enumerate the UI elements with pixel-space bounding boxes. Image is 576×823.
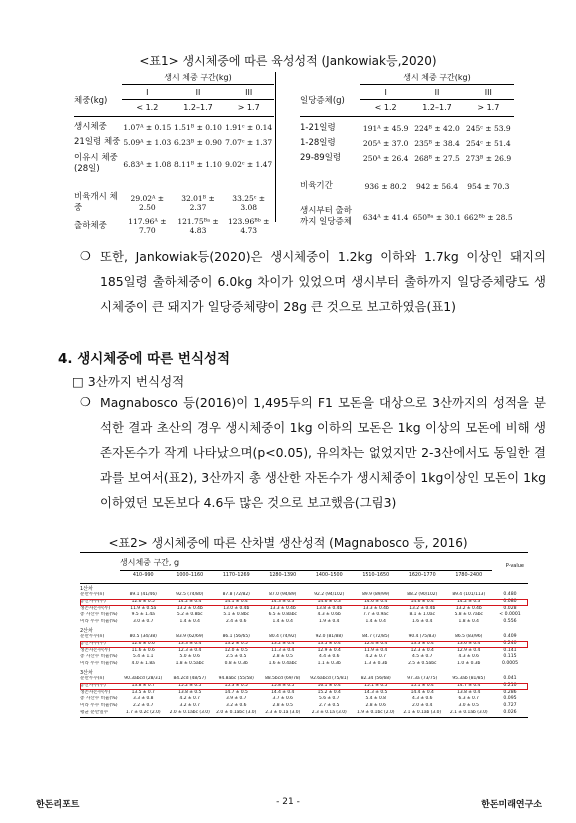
table2-cell: 3.7 ± 0.6 (272, 696, 293, 702)
table1-cell: 662ᴮᵇ ± 28.5 (464, 212, 513, 222)
table2-cell: 13.8 ± 0.4 (457, 689, 481, 695)
table2-cell: 1.6 ± 0.4 (412, 619, 433, 625)
footer-page-number: - 21 - (276, 797, 300, 807)
table2-cell: 97.3a (73/75) (407, 675, 438, 681)
table2-cell: 3.2 ± 0.6 (226, 703, 247, 709)
table2-header: 생시체중 구간, g (120, 558, 180, 567)
table2-cell: 4.5 ± 0.7 (412, 654, 433, 660)
table2-cell: 14.4 ± 0.4 (410, 689, 434, 695)
table1-cell: 224ᴮ ± 42.0 (414, 124, 460, 133)
table2-cell: 2.1 ± 0.1ab (3.0) (449, 709, 488, 715)
table1-cell: 32.01ᴮ ± 2.37 (181, 194, 215, 212)
table1-right-row (300, 123, 514, 134)
table1-cell: 936 ± 80.2 (364, 182, 407, 191)
table2-cell: 2.7 ± 0.5 (319, 703, 340, 709)
table2-cell: 1.8 ± 0.4 (458, 619, 479, 625)
table1-left-row (74, 192, 274, 214)
table1-cell: 123.96ᴮᵇ ± 4.73 (227, 217, 270, 235)
table1-right-groups (360, 88, 514, 97)
table2-cell: 14.1 ± 0.4 (224, 598, 248, 604)
table2-cell: 83.9 (62/69) (176, 633, 204, 639)
table2-cell: 14.4 ± 0.4 (271, 689, 295, 695)
table1-cell: 254ᶜ ± 51.4 (465, 139, 511, 148)
table2-block (80, 584, 528, 626)
table1-right-range: 1.2–1.7 (422, 103, 452, 112)
table2-cell: 12.3 ± 0.4 (178, 647, 202, 653)
table1-left-group: III (245, 88, 253, 97)
table2-cell: 12.6 ± 0.6 (131, 640, 155, 646)
table2-cell: 86.1 (56/65) (222, 633, 250, 639)
table1-right-row (300, 206, 514, 228)
table2-cell: 4.2 ± 0.7 (365, 654, 386, 660)
table2-row (80, 606, 528, 613)
table1-right-range: > 1.7 (477, 103, 500, 112)
table2-cell: 13.8 ± 0.4b (316, 605, 343, 611)
table2-cell: 9.5 ± 1.4a (131, 612, 155, 618)
table1-left-row (74, 153, 274, 175)
table2-range: 1280–1390 (269, 573, 297, 578)
table2 (80, 552, 528, 718)
table2-cell: 2.8 ± 0.6 (365, 703, 386, 709)
table1-row-label: 1-28일령 (300, 138, 336, 148)
table2-cell: 95.3ab (81/85) (452, 675, 486, 681)
table2-cell: 87.0 (94/89) (269, 592, 297, 597)
table2-cell: 14.3 ± 0.3 (271, 598, 295, 604)
table2-row-label: 총 사산수 비율(%) (80, 696, 118, 702)
table2-row (80, 654, 528, 661)
table1-cell: 1.07ᴬ ± 0.15 (123, 123, 172, 132)
table1-left-row (74, 217, 274, 235)
table2-cell: 0.8 ± 0.3b (224, 661, 248, 667)
table2-row (80, 634, 528, 641)
table1-right-range: < 1.2 (374, 103, 397, 112)
table1-cell: 29.02ᴬ ± 2.50 (130, 194, 165, 212)
table2-cell: 11.9 ± 0.4 (364, 647, 388, 653)
table2-cell: 2.0 ± 0.4 (412, 703, 433, 709)
table2-cell: 89.4 (101/113) (452, 592, 486, 597)
table2-cell: 11.3 ± 0.4 (271, 647, 295, 653)
table2-cell: 89.1 (41/46) (129, 592, 157, 597)
table1-cell: 6.23ᴮ ± 0.90 (174, 138, 222, 147)
table2-block-title: 1산차 (80, 586, 93, 592)
table2-row-label: 총 사산수 비율(%) (80, 612, 118, 618)
table2-cell: 13.2 ± 0.4 (271, 640, 295, 646)
table2-cell: 92.2 (94/102) (314, 592, 345, 597)
table2-cell: 89.9 (89/99) (362, 592, 390, 597)
table2-cell: 1.7 ± 0.2c (2.0) (125, 709, 161, 715)
table2-cell: 5.8 ± 0.7abc (454, 612, 483, 618)
table2-cell: 4.3 ± 0.6 (458, 654, 479, 660)
table1-cell: 6.83ᴬ ± 1.08 (123, 159, 172, 169)
table1-caption: <표1> 생시체중에 따른 육성성적 (Jankowiak등,2020) (139, 54, 437, 68)
table1-left-corner: 체중(kg) (74, 96, 108, 106)
table2-row (80, 683, 528, 690)
table1-cell: 250ᴬ ± 26.4 (362, 154, 409, 163)
table2-cell: 14.6 ± 0.4 (364, 598, 388, 604)
table2-cell: 2.4 ± 0.6 (226, 619, 247, 625)
subsection-heading: □ 3산까지 번식성적 (72, 374, 185, 389)
table2-cell: 88.2 (90/102) (407, 592, 438, 597)
table1-left-range: > 1.7 (237, 103, 260, 112)
table2-cell: 13.3 ± 0.4 (410, 640, 434, 646)
table2-pvalue: 0.0005 (501, 661, 519, 667)
table2-range: 1510–1650 (362, 573, 390, 578)
table2-cell: 13.3 ± 0.4b (269, 605, 296, 611)
table1-cell: 954 ± 70.3 (467, 182, 510, 191)
table2-block (80, 668, 528, 717)
table1-cell: 121.75ᴮᵃ ± 4.83 (177, 217, 219, 235)
table2-cell: 1.9 ± 0.4 (319, 619, 340, 625)
table2-row (80, 641, 528, 648)
table1-cell: 1.91ᶜ ± 0.14 (225, 123, 273, 132)
paragraph-2 (80, 390, 546, 515)
table1-row-label: 이유시 체중 (28일) (74, 153, 118, 174)
table2-pvalue-header: P-value (505, 563, 524, 569)
table1-cell: 5.09ᴬ ± 1.03 (123, 138, 172, 147)
table2-row-label: 분만두수(n) (80, 633, 105, 639)
table1-left-groups (122, 88, 274, 97)
table2-pvalue: 0.095 (503, 696, 517, 702)
table2-cell: 13.0 ± 0.4b (223, 605, 250, 611)
table1-cell: 191ᴬ ± 45.9 (362, 124, 409, 133)
table2-cell: 15.8 ± 0.5 (271, 682, 295, 688)
table2-cell: 14.6 ± 0.4 (410, 598, 434, 604)
table2-pvalue: 0.240 (503, 640, 517, 646)
table2-block (80, 626, 528, 668)
table2-pvalue: 0.141 (503, 647, 517, 653)
paragraph-2-text: Magnabosco 등(2016)이 1,495두의 F1 모돈을 대상으로 3산까지의 성적을 분석한 결과 초산의 경우 생시체중이 1kg 이하의 모돈은 1kg 이상의 모돈에 비해 생존자돈수가 작게 나타났으며(p<0.05), 유의차는 없었지만 2-3산에서도 동일한 결과를 보여서(표2), 3산까지 총 생산한 자돈수가 생시체중이 1kg이상인 모돈이 1kg이하였던 모돈보다 4.6두 많은 것으로 보고했음(그림3) (100, 395, 546, 510)
table1-cell: 245ᶜ ± 53.9 (465, 124, 511, 133)
table2-cell: 12.3 ± 0.4 (410, 647, 434, 653)
table1-row-label: 21일령 체중 (74, 137, 121, 147)
table2-row-label: 생존자돈수(두) (80, 689, 111, 695)
table1-row-label: 출하체중 (74, 220, 107, 231)
table2-cell: 5.2 ± 0.8bc (176, 612, 203, 618)
table2-cell: 15.1 ± 0.5 (364, 682, 388, 688)
table2-pvalue: 0.080 (503, 598, 517, 604)
table2-cell: 15.2 ± 0.4 (317, 689, 341, 695)
table1-right-group-header: 생시 체중 구간(kg) (403, 73, 471, 82)
table2-cell: 5.6 ± 0.7 (319, 696, 340, 702)
table2-cell: 5.4 ± 1.1 (133, 654, 154, 660)
table2-row (80, 676, 528, 683)
paragraph-1-text: 또한, Jankowiak등(2020)은 생시체중이 1.2kg 이하와 1.7kg 이상인 돼지의 185일령 출하체중이 6.0kg 차이가 있었으며 생시부터 출하까지 일당증체량도 생시체중이 큰 돼지가 일당증체량이 28g 큰 것으로 보고하였음(표1) (100, 249, 546, 314)
table2-cell: 3.0 ± 0.5 (458, 703, 479, 709)
table1-left-range: < 1.2 (136, 103, 159, 112)
table2-cell: 1.0 ± 0.3b (457, 661, 481, 667)
table2-row-label: 총산자수(두) (80, 640, 106, 646)
table2-row-label: 미라 두수 비율(%) (80, 661, 118, 667)
table2-cell: 13.2 ± 0.4b (409, 605, 436, 611)
table2-cell: 13.3 ± 0.4 (178, 640, 202, 646)
table2-cell: 16.1 ± 0.4 (317, 682, 341, 688)
table2-cell: 1.9 ± 0.1bc (2.0) (357, 709, 395, 715)
table2-cell: 15.2 ± 0.5 (178, 682, 202, 688)
table2-cell: 2.5 ± 0.5abc (408, 661, 437, 667)
table2-cell: 2.0 ± 0.1abc (3.0) (216, 709, 257, 715)
table2-block-title: 3산차 (80, 669, 93, 676)
table2-cell: 5.4 ± 0.8 (365, 696, 386, 702)
table1-row-label: 1-21일령 (300, 123, 336, 133)
table2-row-label: 미라 두수 비율(%) (80, 703, 118, 709)
table2-pvalue: < 0.0001 (499, 612, 521, 618)
table2-cell: 4.3 ± 0.6b (317, 612, 341, 618)
table1-cell: 650ᴮᵃ ± 30.1 (412, 212, 462, 222)
table2-pvalue: 0.210 (503, 682, 517, 688)
table1-right-group: II (434, 88, 440, 97)
table2-cell: 5.1 ± 0.8bc (223, 612, 250, 618)
table2-cell: 15.3 ± 0.5 (224, 682, 248, 688)
table2-cell: 4.3 ± 0.6 (412, 696, 433, 702)
table2-cell: 7.7 ± 0.9ac (362, 612, 389, 618)
table2-row (80, 703, 528, 710)
table2-cell: 2.3 ± 0.1a (3.0) (265, 709, 301, 715)
table2-cell: 90.4 (75/83) (408, 633, 436, 639)
table2-cell: 3.3 ± 0.8 (133, 696, 154, 702)
table2-cell: 1.3 ± 0.3b (364, 661, 388, 667)
table1-cell: 1.51ᴮ ± 0.10 (174, 123, 222, 132)
table2-row-label: 분만두수(n) (80, 592, 105, 597)
table2-row (80, 696, 528, 703)
table2-cell: 84.2cd (48/57) (173, 675, 206, 681)
table2-cell: 92.0 (81/88) (315, 633, 343, 639)
table1-row-label: 생시부터 출하까지 일당증체 (300, 206, 352, 227)
table1-cell: 117.96ᴬ ± 7.70 (128, 217, 167, 235)
bullet-circle-icon: ❍ (80, 249, 91, 263)
table2-cell: 4.0 ± 1.8a (131, 661, 155, 667)
table1-cell: 9.02ᶜ ± 1.47 (225, 159, 273, 169)
table2-cell: 4.4 ± 0.6 (319, 654, 340, 660)
table2-cell: 12.9 ± 0.4 (317, 647, 341, 653)
table2-cell: 13.8 ± 0.5 (178, 689, 202, 695)
table1-left-group: II (195, 88, 201, 97)
table2-cell: 6.5 ± 0.8abc (268, 612, 297, 618)
table1-left-row (74, 137, 274, 148)
table2-cell: 14.2 ± 0.4 (178, 598, 202, 604)
table2-pvalue: 0.480 (503, 592, 517, 597)
table2-cell: 6.3 ± 0.7 (458, 696, 479, 702)
table1-cell: 235ᴮ ± 38.4 (414, 139, 460, 148)
table2-cell: 80.5 (34/38) (129, 633, 157, 639)
table1-right-group: III (484, 88, 492, 97)
table2-cell: 13.2 ± 0.5 (224, 640, 248, 646)
table2-pvalue: 0.727 (503, 703, 517, 709)
table2-cell: 90.3abcd (28/31) (124, 675, 163, 681)
table1-right-row (300, 138, 514, 149)
bullet-circle-icon: ❍ (80, 395, 91, 409)
table2-row (80, 661, 528, 668)
table2-row (80, 619, 528, 626)
table2-cell: 86.5 (83/96) (455, 633, 483, 639)
table2-block-title: 2산차 (80, 627, 93, 634)
table2-pvalue: 0.115 (503, 654, 517, 660)
table2-row-label: 평균 분만일수 (80, 709, 109, 715)
table1-cell: 634ᴬ ± 41.4 (362, 212, 409, 222)
table2-pvalue: 0.409 (503, 633, 517, 639)
table2-range: 1000–1160 (176, 573, 204, 578)
table2-cell: 4.2 ± 0.7 (179, 696, 200, 702)
table1-right-group: I (384, 88, 387, 97)
table2-range: 1620–1770 (408, 573, 436, 578)
table2-cell: 11.6 ± 0.6 (131, 647, 155, 653)
table1-cell: 273ᴮ ± 26.9 (465, 154, 512, 163)
table2-cell: 2.8 ± 0.5 (272, 654, 293, 660)
table2-row (80, 690, 528, 697)
table2-row (80, 599, 528, 606)
table2-cell: 2.5 ± 0.5 (226, 654, 247, 660)
table2-cell: 2.0 ± 0.1abc (3.0) (169, 709, 210, 715)
table2-pvalue: 0.041 (503, 675, 517, 681)
table2-row-label: 총산자수(두) (80, 598, 106, 604)
table1-cell: 7.07ᶜ ± 1.37 (225, 138, 273, 147)
footer-right: 한돈미래연구소 (481, 800, 542, 810)
table1-row-label: 29-89일령 (300, 153, 342, 163)
table2-blocks (80, 584, 528, 717)
table1-left-ranges (122, 103, 274, 112)
table2-cell: 12.4 ± 0.4 (364, 640, 388, 646)
table2-row (80, 592, 528, 599)
table2-range: 1170–1269 (222, 573, 250, 578)
table2-cell: 13.5 ± 0.7 (131, 689, 155, 695)
table2-cell: 11.9 ± 0.5a (130, 605, 157, 611)
table1-cell: 205ᴬ ± 37.0 (362, 139, 409, 148)
table2-cell: 3.9 ± 0.7 (226, 696, 247, 702)
table2-cell: 13.3 ± 0.4b (362, 605, 389, 611)
table2-cell: 12.6 ± 0.5 (131, 598, 155, 604)
table1-left-group-header: 생시 체중 구간(kg) (164, 73, 232, 82)
table2-cell: 13.2 ± 0.4b (455, 605, 482, 611)
table2-cell: 94.8abc (55/58) (218, 675, 254, 681)
table2-pvalue: 0.556 (503, 619, 517, 625)
table1-left-row (74, 122, 274, 133)
table2-cell: 1.4 ± 0.4 (179, 619, 200, 625)
table1-cell: 8.11ᴮ ± 1.10 (174, 159, 222, 169)
table2-row-label: 분만두수(n) (80, 675, 105, 681)
table2-cell: 13.5 ± 0.4 (317, 640, 341, 646)
table2-row-label: 생존자돈수(두) (80, 605, 111, 611)
table1-row-label: 비육개시 체중 (74, 192, 118, 213)
table2-cell: 5.0 ± 0.6 (179, 654, 200, 660)
table2-cell: 88.5bcd (69/78) (265, 675, 301, 681)
section-heading: 4. 생시체중에 따른 번식성적 (58, 351, 231, 367)
table2-cell: 1.6 ± 0.4abc (268, 661, 297, 667)
table2-range: 410–990 (132, 573, 154, 578)
table2-cell: 82.34 (56/68) (360, 675, 391, 681)
table2-cell: 92.5 (74/80) (176, 592, 204, 597)
paragraph-1 (80, 244, 546, 319)
table2-cell: 12.9 ± 0.4 (457, 647, 481, 653)
table2-pvalue: 0.286 (503, 689, 517, 695)
table2-cell: 14.7 ± 0.5 (224, 689, 248, 695)
table2-row (80, 710, 528, 717)
table2-cell: 15.1 ± 0.4 (410, 682, 434, 688)
table2-cell: 12.0 ± 0.5 (224, 647, 248, 653)
table2-ranges (120, 573, 492, 578)
table2-cell: 2.2 ± 0.7 (133, 703, 154, 709)
table2-cell: 1.8 ± 0.5abc (175, 661, 204, 667)
table2-cell: 87.8 (72/82) (222, 592, 250, 597)
table2-cell: 13.2 ± 0.4b (176, 605, 203, 611)
footer-left: 한돈리포트 (36, 800, 80, 810)
table2-row-label: 생존자돈수(두) (80, 647, 111, 653)
table2-cell: 14.6 ± 0.3 (317, 598, 341, 604)
table2-range: 1780–2400 (455, 573, 483, 578)
table2-cell: 2.3 ± 0.1a (3.0) (311, 709, 347, 715)
table1-cell: 33.25ᶜ ± 3.08 (232, 194, 266, 212)
table1-row-label: 비육기간 (300, 181, 333, 191)
table1-row-label: 생시체중 (74, 122, 107, 132)
table2-cell: 14.2 ± 0.3 (457, 598, 481, 604)
table2-cell: 13.6 ± 0.4 (457, 640, 481, 646)
table1-right-ranges (360, 103, 514, 112)
table2-caption: <표2> 생시체중에 따른 산차별 생산성적 (Magnabosco 등, 2016) (108, 536, 468, 550)
table2-cell: 2.8 ± 0.5 (272, 703, 293, 709)
table2-cell: 1.4 ± 0.4 (272, 619, 293, 625)
table2-row (80, 648, 528, 655)
table2-cell: 14.7 ± 0.4 (457, 682, 481, 688)
table1-left-group: I (146, 88, 149, 97)
table2-cell: 92.6abcd (75/81) (310, 675, 349, 681)
table2-cell: 14.3 ± 0.5 (364, 689, 388, 695)
table1-right-corner: 일당증체(g) (300, 96, 345, 106)
table2-cell: 2.1 ± 0.1ab (3.0) (403, 709, 442, 715)
table2-cell: 1.4 ± 0.4 (365, 619, 386, 625)
table2-row (80, 612, 528, 619)
table2-row-label: 총산자수(두) (80, 682, 106, 688)
table2-cell: 3.2 ± 0.7 (179, 703, 200, 709)
table2-cell: 3.0 ± 0.7 (133, 619, 154, 625)
table1-cell: 268ᴮ ± 27.5 (414, 154, 460, 163)
table2-cell: 13.8 ± 0.7 (131, 682, 155, 688)
table2-cell: 1.1 ± 0.3b (317, 661, 341, 667)
table2-cell: 8.1 ± 1.0ac (409, 612, 436, 618)
table1-right-row (300, 181, 514, 192)
table2-pvalue: 0.026 (503, 709, 517, 715)
table1-left-range: 1.2–1.7 (183, 103, 213, 112)
table2-pvalue: 0.028 (503, 605, 517, 611)
table2-row-label: 총 사산수 비율(%) (80, 654, 118, 660)
table1-right-row (300, 153, 514, 164)
table1-cell: 942 ± 56.4 (415, 182, 459, 191)
table2-cell: 80.4 (74/92) (269, 633, 297, 639)
table2-cell: 84.7 (72/85) (362, 633, 390, 639)
table2-row-label: 미라 두수 비율(%) (80, 619, 118, 625)
table2-range: 1400–1500 (315, 573, 343, 578)
